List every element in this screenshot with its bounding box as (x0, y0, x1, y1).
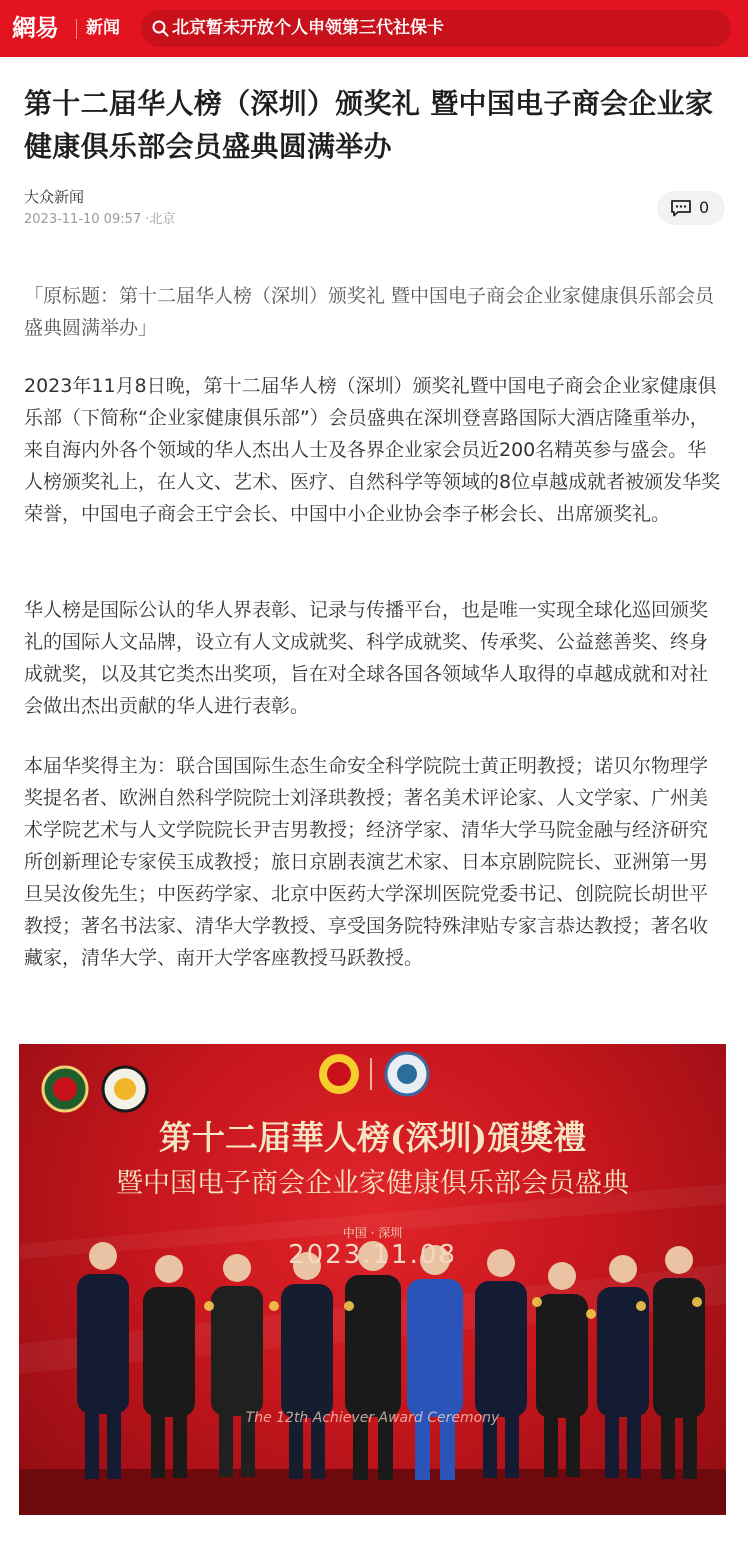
publish-time: 2023-11-10 09:57 (24, 212, 142, 227)
header-divider (76, 19, 77, 39)
original-title-paragraph: 「原标题：第十二届华人榜（深圳）颁奖礼 暨中国电子商会企业家健康俱乐部会员盛典圆满举办」 (24, 285, 715, 339)
article-source[interactable]: 大众新闻 (24, 188, 85, 206)
article-photo[interactable] (19, 1044, 726, 1515)
person (475, 1249, 527, 1478)
person (407, 1245, 463, 1480)
huarenbang-logo (319, 1054, 359, 1094)
banner-place: 中国 · 深圳 (342, 1226, 403, 1240)
comment-count: 0 (699, 198, 710, 217)
person (345, 1241, 401, 1480)
article-paragraph: 本届华奖得主为：联合国国际生态生命安全科学院院士黄正明教授；诺贝尔物理学奖提名者、欧洲自然科学院院士刘泽珙教授；著名美术评论家、人文学家、广州美术学院艺术与人文学院院长尹吉男教授；经济学家、清华大学马院金融与经济研究所创新理论专家侯玉成教授；旅日京剧表演艺术家、日本京剧院院长、亚洲第一男旦吴汝俊先生；中医药学家、北京中医药大学深圳医院党委书记、创院院长胡世平教授；著名书法家、清华大学教授、享受国务院特殊津贴专家言恭达教授；著名收藏家，清华大学、南开大学客座教授马跃教授。 (24, 755, 709, 969)
person (597, 1255, 649, 1478)
article-title: 第十二届华人榜（深圳）颁奖礼 暨中国电子商会企业家健康俱乐部会员盛典圆满举办 (24, 87, 714, 163)
netease-logo[interactable]: 網易 (12, 13, 58, 42)
article-meta (24, 210, 175, 230)
chamber-logo (386, 1053, 428, 1095)
person (653, 1246, 705, 1479)
person (281, 1252, 333, 1479)
article-paragraph: 2023年11月8日晚，第十二届华人榜（深圳）颁奖礼暨中国电子商会企业家健康俱乐部（下简称“企业家健康俱乐部”）会员盛典在深圳登喜路国际大酒店隆重举办，来自海内外各个领域的华人杰出人士及各界企业家会员近200名精英参与盛会。华人榜颁奖礼上，在人文、艺术、医疗、自然科学等领域的8位卓越成就者被颁发华奖荣誉，中国电子商会王宁会长、中国中小企业协会李子彬会长、出席颁奖礼。 (24, 375, 721, 525)
comment-button[interactable] (657, 191, 725, 225)
person (77, 1242, 129, 1479)
photo-illustration (19, 1044, 726, 1515)
search-suggestion: 北京暂未开放个人申领第三代社保卡 (172, 18, 444, 38)
banner-caption: The 12th Achiever Award Ceremony (245, 1410, 500, 1426)
organization-logo (43, 1067, 87, 1111)
person (143, 1255, 195, 1478)
banner-title: 第十二届華人榜(深圳)頒獎禮 (158, 1118, 587, 1157)
search-icon (152, 20, 169, 37)
organization-logo (103, 1067, 147, 1111)
search-bar[interactable] (141, 10, 731, 47)
article-paragraph: 华人榜是国际公认的华人界表彰、记录与传播平台，也是唯一实现全球化巡回颁奖礼的国际人文品牌，设立有人文成就奖、科学成就奖、传承奖、公益慈善奖、终身成就奖，以及其它类杰出奖项，旨在对全球各国各领域华人取得的卓越成就和对社会做出杰出贡献的华人进行表彰。 (24, 599, 709, 717)
person (211, 1254, 263, 1477)
news-section-link[interactable]: 新闻 (86, 18, 120, 38)
comment-icon (670, 199, 692, 217)
publish-location: ·北京 (145, 212, 176, 227)
banner-subtitle: 暨中国电子商会企业家健康俱乐部会员盛典 (116, 1168, 629, 1199)
banner-date: 2023.11.08 (288, 1240, 457, 1270)
awardee-group (77, 1241, 705, 1480)
top-bar (0, 0, 748, 57)
